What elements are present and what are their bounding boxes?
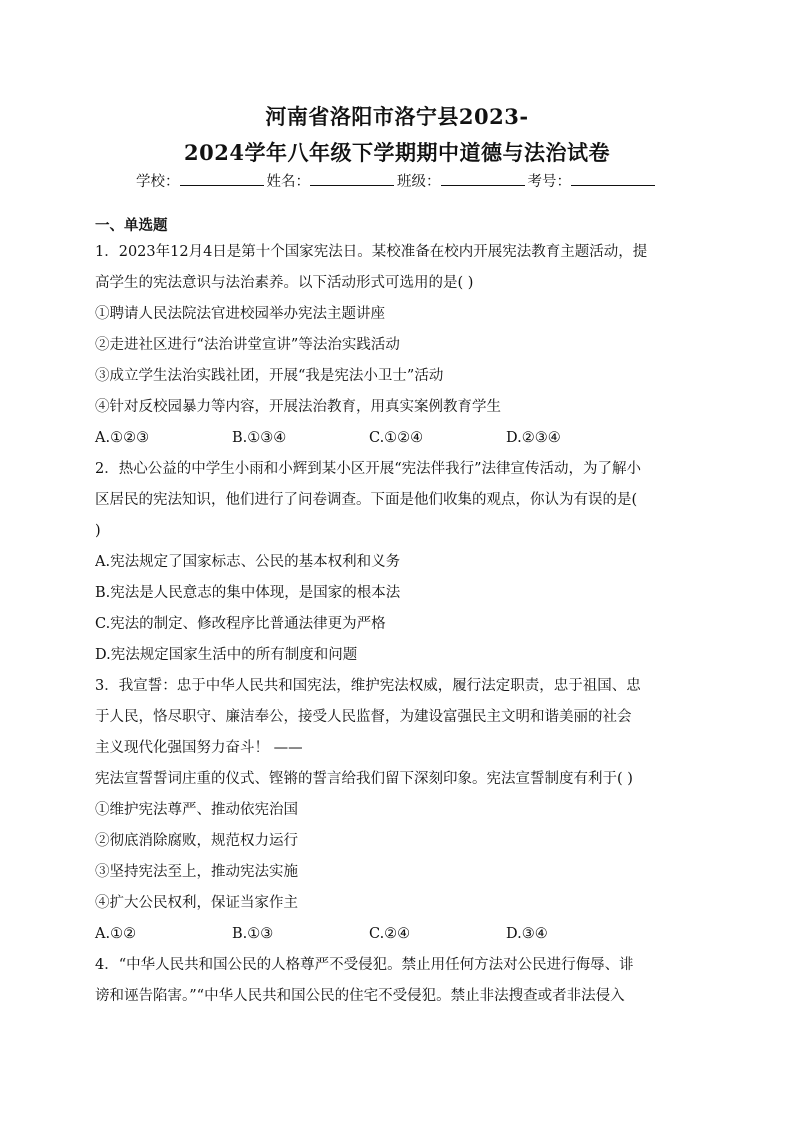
option-c[interactable]: C.②④ bbox=[369, 926, 411, 942]
question-line: ) bbox=[95, 523, 101, 539]
question-4 bbox=[95, 950, 700, 1012]
exam-number-blank[interactable] bbox=[571, 171, 655, 186]
option-b[interactable]: B.宪法是人民意志的集中体现，是国家的根本法 bbox=[95, 585, 401, 601]
option-a[interactable]: A.宪法规定了国家标志、公民的基本权利和义务 bbox=[95, 554, 401, 570]
option-c[interactable]: C.①②④ bbox=[369, 430, 424, 446]
question-3 bbox=[95, 671, 700, 950]
statement-item: ②走进社区进行“法治讲堂宣讲”等法治实践活动 bbox=[95, 337, 400, 353]
question-line: 于人民，恪尽职守、廉洁奉公，接受人民监督，为建设富强民主文明和谐美丽的社会 bbox=[95, 709, 632, 725]
option-d[interactable]: D.③④ bbox=[506, 926, 548, 942]
exam-number-field[interactable] bbox=[528, 170, 659, 191]
name-field[interactable] bbox=[267, 170, 398, 191]
statement-item: ③成立学生法治实践社团，开展“我是宪法小卫士”活动 bbox=[95, 368, 444, 384]
question-line: 主义现代化强国努力奋斗！ —— bbox=[95, 740, 303, 756]
option-a[interactable]: A.①② bbox=[95, 926, 137, 942]
question-2 bbox=[95, 454, 700, 671]
name-label: 姓名： bbox=[266, 174, 310, 190]
school-label: 学校： bbox=[136, 174, 180, 190]
class-label: 班级： bbox=[397, 174, 441, 190]
option-b[interactable]: B.①③ bbox=[232, 926, 274, 942]
question-line: 1．2023年12月4日是第十个国家宪法日。某校准备在校内开展宪法教育主题活动，提 bbox=[95, 244, 648, 260]
option-c[interactable]: C.宪法的制定、修改程序比普通法律更为严格 bbox=[95, 616, 386, 632]
school-field[interactable] bbox=[136, 170, 267, 191]
answer-options bbox=[95, 423, 700, 454]
question-line: 区居民的宪法知识，他们进行了问卷调查。下面是他们收集的观点，你认为有误的是( bbox=[95, 492, 638, 508]
answer-options bbox=[95, 919, 700, 950]
question-1 bbox=[95, 237, 700, 454]
question-line: 2．热心公益的中学生小雨和小辉到某小区开展“宪法伴我行”法律宣传活动，为了解小 bbox=[95, 461, 642, 477]
question-line: 3．我宣誓：忠于中华人民共和国宪法，维护宪法权威，履行法定职责，忠于祖国、忠 bbox=[95, 678, 641, 694]
statement-item: ①维护宪法尊严、推动依宪治国 bbox=[95, 802, 298, 818]
statement-item: ④扩大公民权利，保证当家作主 bbox=[95, 895, 298, 911]
section-title: 一、单选题 bbox=[95, 217, 168, 234]
title-line-2: 2024学年八年级下学期期中道德与法治试卷 bbox=[184, 140, 610, 165]
name-blank[interactable] bbox=[310, 171, 394, 186]
class-blank[interactable] bbox=[441, 171, 525, 186]
statement-item: ②彻底消除腐败，规范权力运行 bbox=[95, 833, 298, 849]
question-line: 高学生的宪法意识与法治素养。以下活动形式可选用的是( ) bbox=[95, 275, 474, 291]
question-line: 谤和诬告陷害。”“中华人民共和国公民的住宅不受侵犯。禁止非法搜查或者非法侵入 bbox=[95, 988, 625, 1004]
class-field[interactable] bbox=[397, 170, 528, 191]
option-d[interactable]: D.②③④ bbox=[506, 430, 561, 446]
exam-number-label: 考号： bbox=[527, 174, 571, 190]
statement-item: ①聘请人民法院法官进校园举办宪法主题讲座 bbox=[95, 306, 385, 322]
question-line: 4．“中华人民共和国公民的人格尊严不受侵犯。禁止用任何方法对公民进行侮辱、诽 bbox=[95, 957, 634, 973]
question-content bbox=[95, 213, 700, 1012]
option-d[interactable]: D.宪法规定国家生活中的所有制度和问题 bbox=[95, 647, 358, 663]
school-blank[interactable] bbox=[180, 171, 264, 186]
title-line-1: 河南省洛阳市洛宁县2023- bbox=[265, 104, 529, 129]
statement-item: ④针对反校园暴力等内容，开展法治教育，用真实案例教育学生 bbox=[95, 399, 501, 415]
option-a[interactable]: A.①②③ bbox=[95, 430, 150, 446]
student-info-row bbox=[0, 170, 794, 191]
statement-item: ③坚持宪法至上，推动宪法实施 bbox=[95, 864, 298, 880]
option-b[interactable]: B.①③④ bbox=[232, 430, 287, 446]
question-line: 宪法宣誓誓词庄重的仪式、铿锵的誓言给我们留下深刻印象。宪法宣誓制度有利于( ) bbox=[95, 771, 633, 787]
exam-title bbox=[0, 99, 794, 171]
